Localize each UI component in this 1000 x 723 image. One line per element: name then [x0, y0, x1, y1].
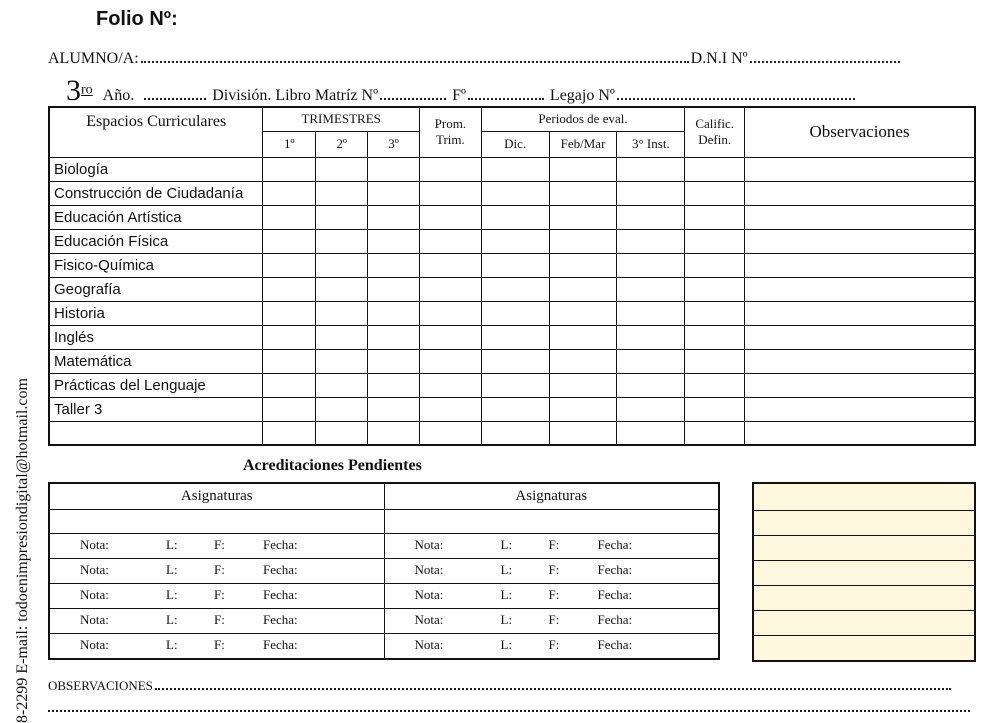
header-periodo-dic: Dic. [481, 131, 549, 157]
table-row [49, 325, 975, 349]
subject-name: Educación Artística [49, 205, 263, 229]
grade-cell[interactable] [368, 205, 420, 229]
l-label: L: [500, 636, 513, 652]
grade-cell[interactable] [549, 277, 617, 301]
fecha-label: Fecha: [597, 561, 633, 577]
nota-cell[interactable] [49, 533, 384, 558]
fo-label: Fº [452, 87, 466, 104]
grade-cell[interactable] [745, 373, 975, 397]
nota-label: Nota: [414, 586, 444, 602]
grade-cell[interactable] [617, 373, 685, 397]
grade-cell[interactable] [745, 277, 975, 301]
grade-cell[interactable] [685, 229, 745, 253]
grade-cell[interactable] [549, 181, 617, 205]
grade-cell[interactable] [368, 325, 420, 349]
grade-cell[interactable] [316, 397, 368, 421]
subject-name: Inglés [49, 325, 263, 349]
l-label: L: [500, 586, 513, 602]
grade-cell[interactable] [368, 421, 420, 445]
grade-cell[interactable] [419, 229, 481, 253]
f-label: F: [548, 536, 560, 552]
acreditaciones-title: Acreditaciones Pendientes [243, 457, 422, 474]
grade-cell[interactable] [368, 301, 420, 325]
grade-cell[interactable] [617, 277, 685, 301]
nota-cell[interactable] [384, 558, 719, 583]
anio-label: Año. [102, 87, 135, 104]
subject-name: Geografía [49, 277, 263, 301]
header-calific-line1: Calific. [695, 116, 734, 131]
grade-cell[interactable] [685, 373, 745, 397]
nota-row [49, 608, 719, 633]
observaciones-label: OBSERVACIONES [48, 678, 153, 693]
l-label: L: [500, 561, 513, 577]
yellow-row[interactable] [753, 536, 975, 561]
yellow-row[interactable] [753, 611, 975, 636]
grade-cell[interactable] [481, 325, 549, 349]
grade-cell[interactable] [745, 229, 975, 253]
grade-cell[interactable] [745, 205, 975, 229]
f-label: F: [548, 561, 560, 577]
grade-cell[interactable] [685, 253, 745, 277]
nota-cell[interactable] [49, 558, 384, 583]
fecha-label: Fecha: [263, 636, 298, 652]
header-prom-line2: Trim. [435, 132, 465, 147]
folio-label: Folio Nº: [96, 8, 178, 30]
grade-cell[interactable] [617, 157, 685, 181]
header-trimestres: TRIMESTRES [263, 107, 420, 131]
grade-cell[interactable] [263, 253, 316, 277]
grade-cell[interactable] [368, 349, 420, 373]
grade-cell[interactable] [481, 421, 549, 445]
nota-row [49, 633, 719, 659]
grade-cell[interactable] [617, 229, 685, 253]
grade-cell[interactable] [685, 157, 745, 181]
grade-cell[interactable] [685, 349, 745, 373]
nota-label: Nota: [414, 611, 444, 627]
subject-name [49, 421, 263, 445]
subject-name: Biología [49, 157, 263, 181]
table-row [49, 397, 975, 421]
nota-label: Nota: [414, 561, 444, 577]
grade-cell[interactable] [419, 277, 481, 301]
fecha-label: Fecha: [263, 561, 298, 577]
grade-cell[interactable] [419, 157, 481, 181]
header-prom [419, 107, 481, 157]
dni-label: D.N.I Nº [690, 50, 748, 67]
f-label: F: [214, 561, 225, 577]
yellow-row[interactable] [753, 483, 975, 511]
yellow-row[interactable] [753, 636, 975, 662]
grade-cell[interactable] [263, 325, 316, 349]
subject-name: Taller 3 [49, 397, 263, 421]
grade-cell[interactable] [316, 373, 368, 397]
grade-cell[interactable] [481, 229, 549, 253]
f-label: F: [214, 536, 225, 552]
f-label: F: [214, 586, 225, 602]
side-contact-text: 8-2299 E-mail: todoenimpresiondigital@hotmail.com [14, 378, 31, 723]
nota-cell[interactable] [49, 608, 384, 633]
observaciones-line-2 [48, 710, 970, 712]
nota-label: Nota: [80, 561, 109, 577]
f-label: F: [214, 636, 225, 652]
grade-cell[interactable] [263, 229, 316, 253]
grade-cell[interactable] [685, 421, 745, 445]
grade-cell[interactable] [617, 205, 685, 229]
grade-cell[interactable] [263, 349, 316, 373]
grade-cell[interactable] [549, 157, 617, 181]
grade-cell[interactable] [745, 349, 975, 373]
grade-cell[interactable] [481, 301, 549, 325]
year-line [66, 74, 857, 108]
grade-cell[interactable] [745, 253, 975, 277]
nota-cell[interactable] [384, 633, 719, 659]
grade-cell[interactable] [316, 301, 368, 325]
subject-name: Matemática [49, 349, 263, 373]
table-row [49, 253, 975, 277]
fecha-label: Fecha: [597, 586, 633, 602]
l-label: L: [166, 636, 178, 652]
grade-cell[interactable] [368, 229, 420, 253]
f-label: F: [214, 611, 225, 627]
nota-row [49, 583, 719, 608]
subject-name: Prácticas del Lenguaje [49, 373, 263, 397]
grade-cell[interactable] [316, 277, 368, 301]
grade-cell[interactable] [745, 181, 975, 205]
grade-cell[interactable] [549, 421, 617, 445]
subject-name: Construcción de Ciudadanía [49, 181, 263, 205]
nota-cell[interactable] [384, 608, 719, 633]
grade-cell[interactable] [368, 181, 420, 205]
yellow-row[interactable] [753, 511, 975, 536]
l-label: L: [500, 536, 513, 552]
grade-cell[interactable] [316, 325, 368, 349]
grade-cell[interactable] [745, 301, 975, 325]
fecha-label: Fecha: [597, 536, 633, 552]
grade-cell[interactable] [549, 373, 617, 397]
grade-cell[interactable] [263, 421, 316, 445]
grade-cell[interactable] [263, 397, 316, 421]
table-row [49, 349, 975, 373]
alumno-label: ALUMNO/A: [48, 50, 139, 67]
alumno-line [48, 50, 902, 68]
yellow-box [752, 482, 976, 662]
grade-cell[interactable] [263, 157, 316, 181]
table-row [49, 277, 975, 301]
grade-cell[interactable] [685, 301, 745, 325]
year-superscript: ro [81, 82, 93, 98]
grade-cell[interactable] [316, 157, 368, 181]
nota-cell[interactable] [49, 583, 384, 608]
grade-cell[interactable] [745, 421, 975, 445]
yellow-row[interactable] [753, 586, 975, 611]
subject-name: Educación Física [49, 229, 263, 253]
subject-name: Fisico-Química [49, 253, 263, 277]
grade-cell[interactable] [419, 181, 481, 205]
grade-cell[interactable] [685, 277, 745, 301]
nota-label: Nota: [80, 636, 109, 652]
year-number: 3 [66, 74, 81, 107]
grade-cell[interactable] [617, 421, 685, 445]
grade-cell[interactable] [685, 181, 745, 205]
l-label: L: [500, 611, 513, 627]
grade-cell[interactable] [368, 157, 420, 181]
grade-cell[interactable] [481, 373, 549, 397]
nota-cell[interactable] [49, 633, 384, 659]
asignaturas-header-left: Asignaturas [49, 483, 384, 509]
table-row [49, 157, 975, 181]
l-label: L: [166, 561, 178, 577]
nota-label: Nota: [80, 586, 109, 602]
nota-cell[interactable] [384, 533, 719, 558]
grade-cell[interactable] [481, 205, 549, 229]
grade-cell[interactable] [419, 205, 481, 229]
fecha-label: Fecha: [263, 586, 298, 602]
observaciones-line [48, 678, 953, 694]
header-calific [685, 107, 745, 157]
f-label: F: [548, 636, 560, 652]
grade-cell[interactable] [481, 253, 549, 277]
nota-cell[interactable] [384, 583, 719, 608]
grade-cell[interactable] [481, 277, 549, 301]
grade-cell[interactable] [685, 397, 745, 421]
f-label: F: [548, 611, 560, 627]
fecha-label: Fecha: [597, 636, 633, 652]
grade-cell[interactable] [419, 253, 481, 277]
f-label: F: [548, 586, 560, 602]
grade-cell[interactable] [419, 373, 481, 397]
grade-cell[interactable] [419, 325, 481, 349]
grade-cell[interactable] [549, 253, 617, 277]
yellow-row[interactable] [753, 561, 975, 586]
fecha-label: Fecha: [263, 611, 298, 627]
grade-cell[interactable] [745, 157, 975, 181]
nota-label: Nota: [414, 636, 444, 652]
nota-label: Nota: [414, 536, 444, 552]
l-label: L: [166, 611, 178, 627]
header-trim-2: 2º [316, 131, 368, 157]
grade-cell[interactable] [263, 205, 316, 229]
grade-cell[interactable] [481, 397, 549, 421]
grade-cell[interactable] [549, 325, 617, 349]
legajo-label: Legajo Nº [549, 87, 615, 104]
grade-cell[interactable] [316, 253, 368, 277]
grade-cell[interactable] [368, 277, 420, 301]
table-row [49, 421, 975, 445]
table-row [49, 301, 975, 325]
table-row [49, 229, 975, 253]
header-periodo-3inst: 3° Inst. [617, 131, 685, 157]
division-label: División. Libro Matríz Nº [212, 87, 379, 104]
header-observaciones: Observaciones [745, 107, 975, 157]
grade-cell[interactable] [745, 325, 975, 349]
grade-cell[interactable] [419, 397, 481, 421]
header-prom-line1: Prom. [434, 116, 467, 131]
grade-cell[interactable] [368, 373, 420, 397]
grade-cell[interactable] [419, 301, 481, 325]
grade-cell[interactable] [549, 205, 617, 229]
grade-cell[interactable] [549, 229, 617, 253]
grade-cell[interactable] [316, 181, 368, 205]
grade-cell[interactable] [549, 397, 617, 421]
grade-cell[interactable] [549, 301, 617, 325]
grade-cell[interactable] [617, 301, 685, 325]
header-calific-line2: Defin. [698, 132, 732, 147]
nota-label: Nota: [80, 536, 109, 552]
grade-cell[interactable] [316, 349, 368, 373]
grade-cell[interactable] [617, 181, 685, 205]
grade-cell[interactable] [419, 349, 481, 373]
grade-cell[interactable] [549, 349, 617, 373]
asignatura-input-right[interactable] [384, 509, 719, 533]
grade-cell[interactable] [263, 277, 316, 301]
asignaturas-header-right: Asignaturas [384, 483, 719, 509]
asignatura-input-left[interactable] [49, 509, 384, 533]
fecha-label: Fecha: [263, 536, 298, 552]
grade-cell[interactable] [316, 421, 368, 445]
header-espacios: Espacios Curriculares [49, 107, 263, 157]
grade-cell[interactable] [745, 397, 975, 421]
grade-cell[interactable] [419, 421, 481, 445]
grade-cell[interactable] [685, 205, 745, 229]
header-trim-1: 1º [263, 131, 316, 157]
grade-cell[interactable] [617, 349, 685, 373]
grade-cell[interactable] [685, 325, 745, 349]
grade-cell[interactable] [316, 205, 368, 229]
nota-label: Nota: [80, 611, 109, 627]
table-row [49, 373, 975, 397]
grade-cell[interactable] [617, 253, 685, 277]
grade-cell[interactable] [481, 181, 549, 205]
header-periodos: Periodos de eval. [481, 107, 684, 131]
l-label: L: [166, 586, 178, 602]
grade-cell[interactable] [481, 157, 549, 181]
header-trim-3: 3º [368, 131, 420, 157]
curricular-table [48, 106, 976, 446]
grade-cell[interactable] [481, 349, 549, 373]
l-label: L: [166, 536, 178, 552]
acreditaciones-table [48, 482, 720, 660]
table-row [49, 181, 975, 205]
grade-cell[interactable] [368, 253, 420, 277]
subject-name: Historia [49, 301, 263, 325]
table-row [49, 205, 975, 229]
grade-cell[interactable] [617, 325, 685, 349]
nota-row [49, 533, 719, 558]
grade-cell[interactable] [263, 301, 316, 325]
nota-row [49, 558, 719, 583]
grade-cell[interactable] [263, 181, 316, 205]
grade-cell[interactable] [263, 373, 316, 397]
header-periodo-febmar: Feb/Mar [549, 131, 617, 157]
grade-cell[interactable] [316, 229, 368, 253]
fecha-label: Fecha: [597, 611, 633, 627]
grade-cell[interactable] [368, 397, 420, 421]
grade-cell[interactable] [617, 397, 685, 421]
